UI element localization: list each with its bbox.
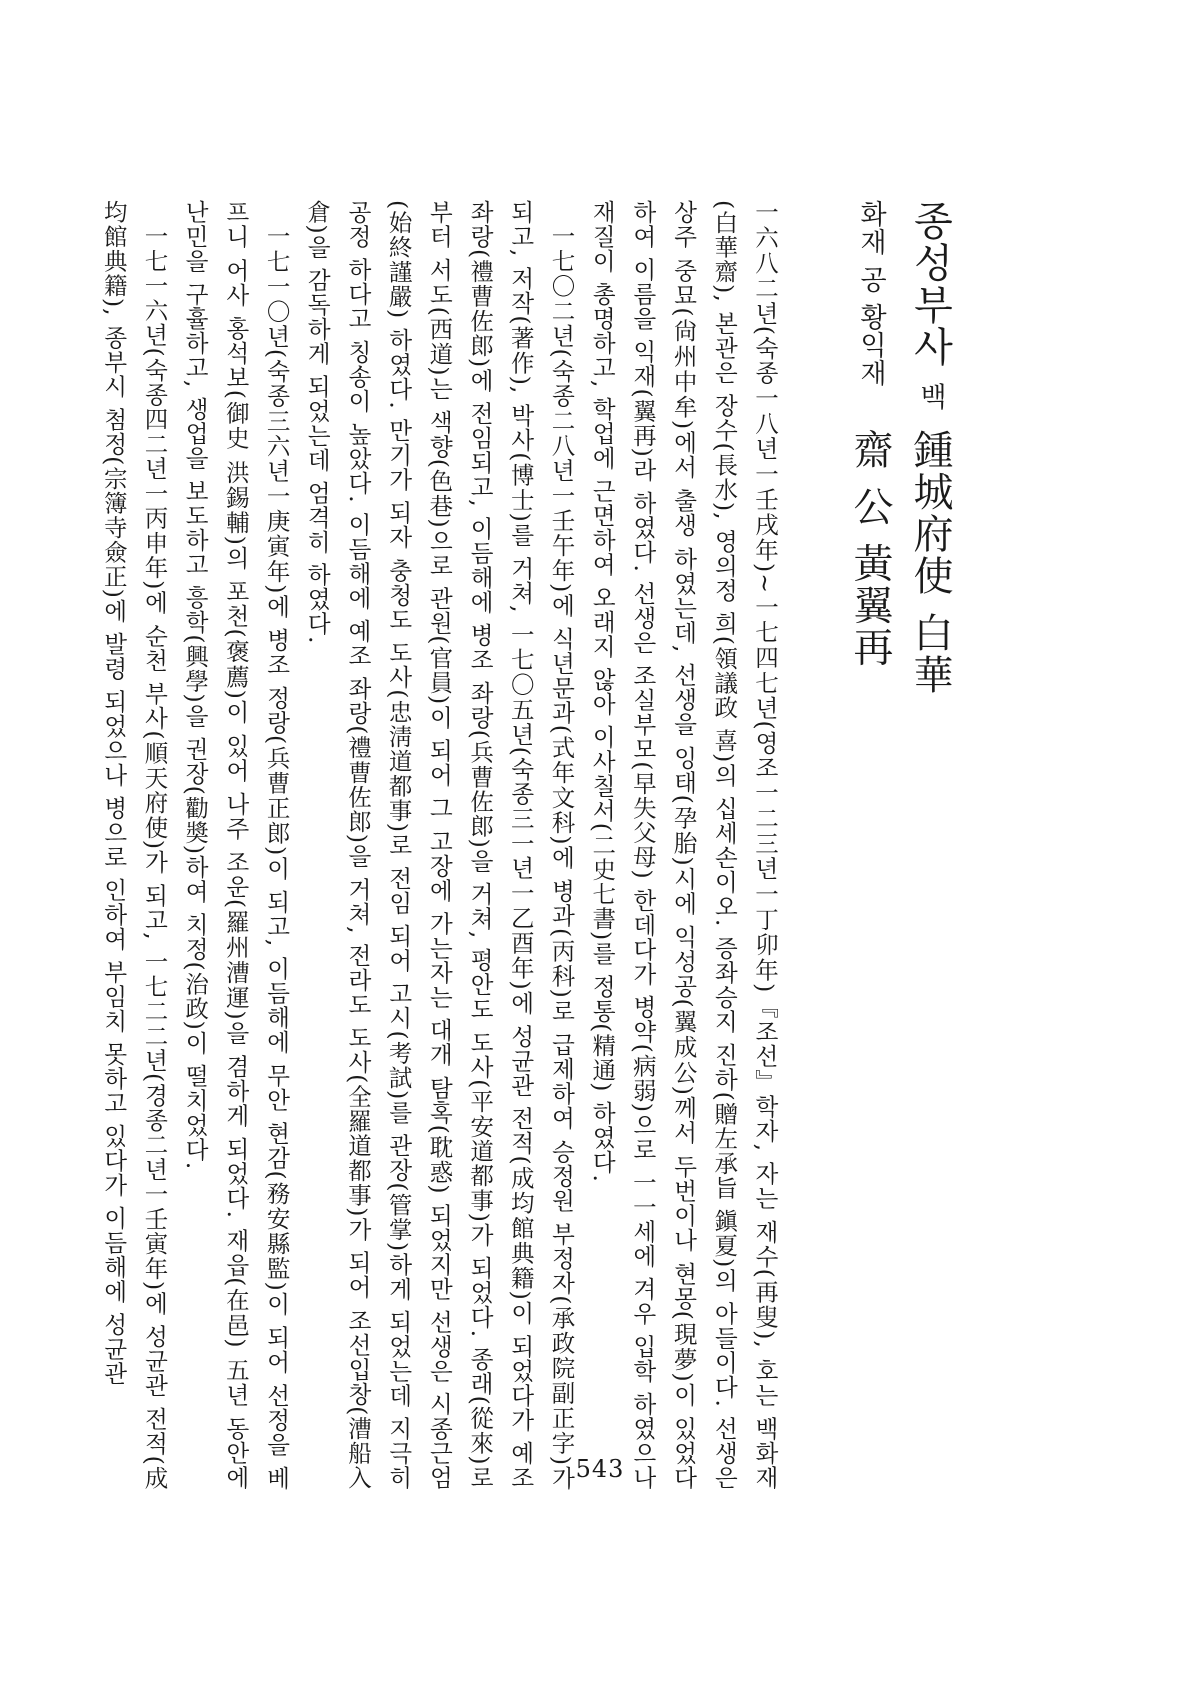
body-paragraph-4: 一七一六년(숙종四二년一丙申年)에 순천 부사(順天府使)가 되고, 一七二二년(경종二년一壬寅年)에 성균관 전적(成均館典籍), 종부시 첨정(宗簿寺僉正)에 발령 되었으나 병으로 인하여 부임치 못하고 있다가 이듬해에 성균관 [99, 200, 169, 1490]
body-paragraph-3: 一七一〇년(숙종三六년一庚寅年)에 병조 정랑(兵曹正郎)이 되고, 이듬해에 무안 현감(務安縣監)이 되어 선정을 베프니 어사 홍석보(御史 洪錫輔)의 포천(褒薦)이 있어 나주 조운(羅州漕運)을 겸하게 되었다. 재읍(在邑) 五년 동안에 난민을 구휼하고, 생업을 보도하고 흥학(興學)을 권장(勸奬)하여 치정(治政)이 떨치었다. [181, 200, 291, 1490]
title-hangul-line [840, 200, 960, 429]
document-body [99, 200, 785, 1490]
page-number: 543 [575, 1455, 625, 1483]
title-hangul: 종성부사 [907, 200, 953, 368]
body-paragraph-2: 一七〇二년(숙종二八년一壬午年)에 식년문과(式年文科)에 병과(丙科)로 급제하여 승정원 부정자(承政院副正字)가 되고, 저작(著作), 박사(博士)를 거쳐, 一七〇五년(숙종三一년一乙酉年)에 성균관 전적(成均館典籍)이 되었다가 예조 좌랑(禮曹佐郎)에 전임되고, 이듬해에 병조 좌랑(兵曹佐郎)을 거쳐, 평안도 도사(平安道都事)가 되었다. 종래(從來)로 부터 서도(西道)는 색향(色巷)으로 관원(官員)이 되어 그 고장에 가는자는 대개 탐혹(耽惑) 되었지만 선생은 시종근엄(始終謹嚴) 하였다. 만기가 되자 충청도 도사(忠淸道都事)로 전임 되어 고시(考試)를 관장(管掌)하게 되었는데 지극히 공정 하다고 칭송이 높았다. 이듬해에 예조 좌랑(禮曹佐郎)을 거쳐, 전라도 도사(全羅道都事)가 되어 조선입창(漕船入倉)을 감독하게 되었는데 엄격히 하였다. [303, 200, 576, 1490]
body-paragraph-1: 一六八二년(숙종一八년一壬戌年)∼一七四七년(영조一二三년一丁卯年)『조선』학자, 자는 재수(再叟), 호는 백화재(白華齋), 본관은 장수(長水), 영의정 희(領議政 喜)의 십세손이오. 증좌승지 진하(贈左承旨 鎭夏)의 아들이다. 선생은 상주 중묘(尙州中牟)에서 출생 하였는데, 선생을 잉태(孕胎)시에 익성공(翼成公)께서 두번이나 현몽(現夢)이 있었다하여 이름을 익재(翼再)라 하였다. 선생은 조실부모(早失父母) 한데다가 병약(病弱)으로 一一세에 겨우 입학 하였으나 재질이 총명하고, 학업에 근면하여 오래지 않아 이사칠서(二史七書)를 정통(精通) 하였다. [588, 200, 779, 1490]
title-hangul-small: 백화재 공 황익재 [855, 200, 946, 411]
title-hanja-line: 鍾城府使 白華齋 公 黃翼再 [847, 428, 953, 696]
document-title [840, 200, 960, 720]
